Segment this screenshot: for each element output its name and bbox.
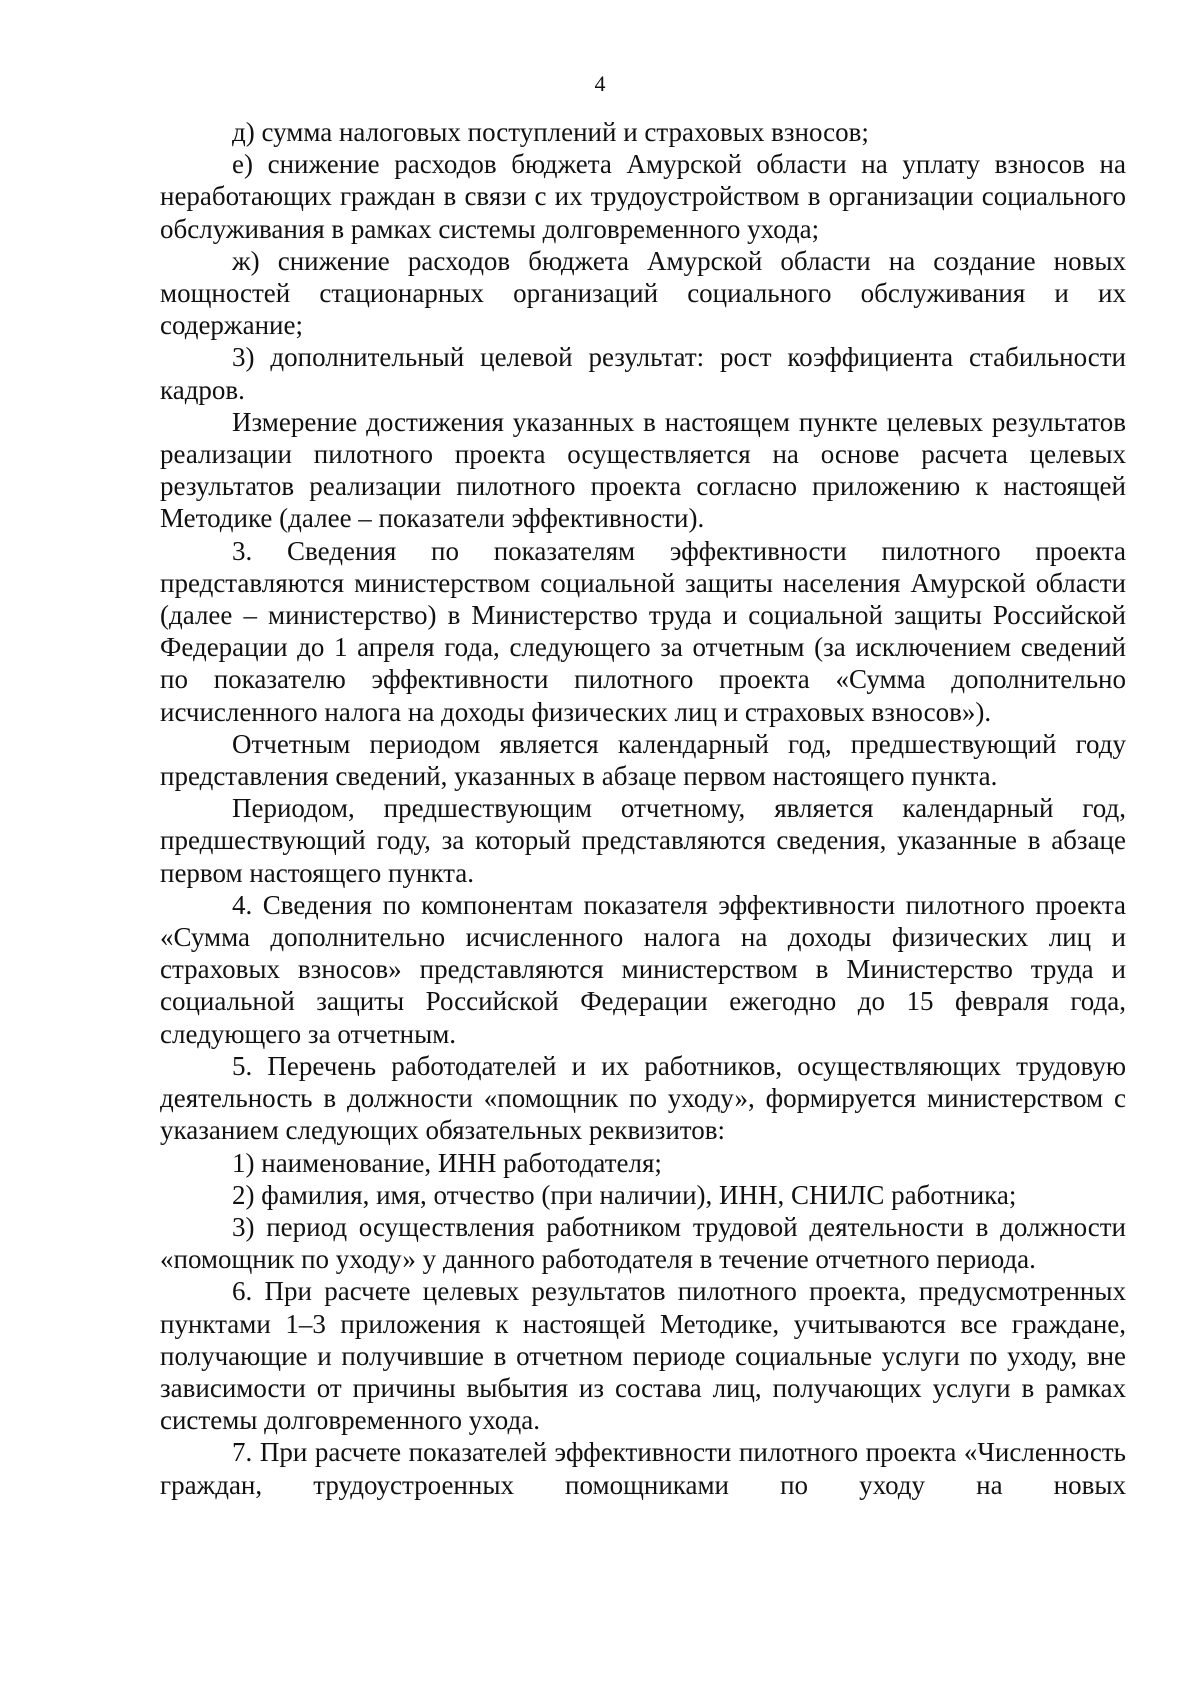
paragraph-clause-3: 3. Сведения по показателям эффективности пилотного проекта представляются министерством социальной защиты населения Амурской области (далее – министерство) в Министерство труда и социальной защиты Российской Федерации до 1 апреля года, следующего за отчетным (за исключением сведений по показателю эффективности пилотного проекта «Сумма дополнительно исчисленного налога на доходы физических лиц и страховых взносов»). <box>160 535 1126 727</box>
page-number: 4 <box>594 71 606 96</box>
paragraph-item-e: е) снижение расходов бюджета Амурской области на уплату взносов на неработающих граждан в связи с их трудоустройством в организации социального обслуживания в рамках системы долговременного ухода; <box>160 149 1126 244</box>
paragraph-item-zh: ж) снижение расходов бюджета Амурской области на создание новых мощностей стационарных организаций социального обслуживания и их содержание; <box>160 245 1126 341</box>
paragraph-list-item-1: 1) наименование, ИНН работодателя; <box>232 1147 662 1178</box>
document-body <box>160 116 1126 1501</box>
paragraph-previous-period: Периодом, предшествующим отчетному, является календарный год, предшествующий году, за который представляются сведения, указанные в абзаце первом настоящего пункта. <box>160 793 1126 888</box>
paragraph-measurement: Измерение достижения указанных в настоящем пункте целевых результатов реализации пилотного проекта осуществляется на основе расчета целевых результатов реализации пилотного проекта согласно приложению к настоящей Методике (далее – показатели эффективности). <box>160 406 1126 534</box>
paragraph-clause-6: 6. При расчете целевых результатов пилотного проекта, предусмотренных пунктами 1–3 приложения к настоящей Методике, учитываются все граждане, получающие и получившие в отчетном периоде социальные услуги по уходу, вне зависимости от причины выбытия из состава лиц, получающих услуги в рамках системы долговременного ухода. <box>160 1276 1126 1436</box>
paragraph-clause-5: 5. Перечень работодателей и их работников, осуществляющих трудовую деятельность в должности «помощник по уходу», формируется министерством с указанием следующих обязательных реквизитов: <box>160 1050 1126 1146</box>
paragraph-list-item-3: 3) период осуществления работником трудовой деятельности в должности «помощник по уходу» у данного работодателя в течение отчетного периода. <box>160 1211 1126 1275</box>
paragraph-list-item-2: 2) фамилия, имя, отчество (при наличии), ИНН, СНИЛС работника; <box>232 1179 1017 1210</box>
paragraph-item-3-additional-result: 3) дополнительный целевой результат: рост коэффициента стабильности кадров. <box>160 342 1126 405</box>
paragraph-item-d: д) сумма налоговых поступлений и страховых взносов; <box>232 117 869 147</box>
paragraph-reporting-period: Отчетным периодом является календарный год, предшествующий году представления сведений, указанных в абзаце первом настоящего пункта. <box>160 728 1126 792</box>
paragraph-clause-7: 7. При расчете показателей эффективности пилотного проекта «Численность граждан, трудоустроенных помощниками по уходу на новых <box>160 1437 1126 1500</box>
paragraph-clause-4: 4. Сведения по компонентам показателя эффективности пилотного проекта «Сумма дополнительно исчисленного налога на доходы физических лиц и страховых взносов» представляются министерством в Министерство труда и социальной защиты Российской Федерации ежегодно до 15 февраля года, следующего за отчетным. <box>160 889 1126 1049</box>
